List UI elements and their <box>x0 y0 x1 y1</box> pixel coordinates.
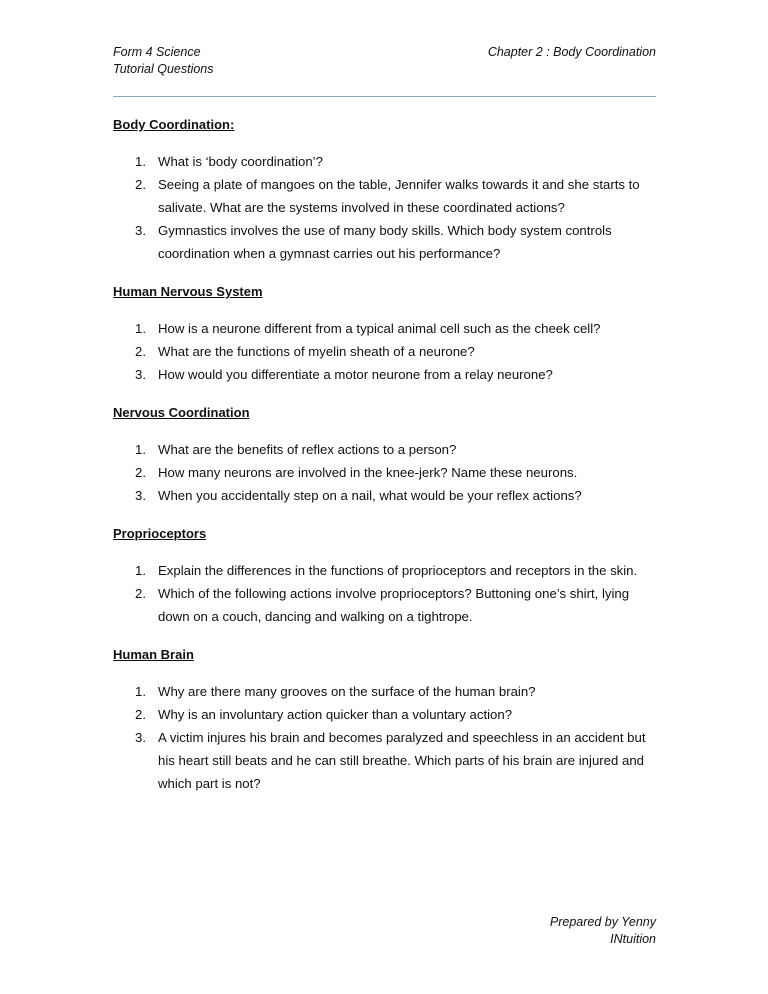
question-item <box>113 340 656 363</box>
header-doc-type: Tutorial Questions <box>113 62 214 76</box>
question-list <box>113 559 656 628</box>
question-number: 2. <box>135 707 146 722</box>
question-text: What is ‘body coordination’? <box>158 154 323 169</box>
question-text: A victim injures his brain and becomes paralyzed and speechless in an accident but his heart still beats and he can still breathe. Which parts of his brain are injured and which part is not? <box>158 730 646 791</box>
section-human-brain <box>113 646 656 795</box>
question-item <box>113 582 656 628</box>
question-item <box>113 438 656 461</box>
section-title: Human Brain <box>113 647 194 662</box>
question-number: 1. <box>135 563 146 578</box>
page-header <box>113 44 656 80</box>
question-item <box>113 150 656 173</box>
question-list <box>113 317 656 386</box>
question-text: Why is an involuntary action quicker than a voluntary action? <box>158 707 513 722</box>
question-item <box>113 363 656 386</box>
header-divider <box>113 96 656 97</box>
question-number: 3. <box>135 367 146 382</box>
page-footer <box>550 914 656 948</box>
question-item <box>113 726 656 795</box>
question-text: What are the benefits of reflex actions to a person? <box>158 442 457 457</box>
question-number: 1. <box>135 321 146 336</box>
question-text: How would you differentiate a motor neurone from a relay neurone? <box>158 367 553 382</box>
header-left <box>113 44 214 78</box>
question-item <box>113 484 656 507</box>
question-number: 1. <box>135 442 146 457</box>
section-proprioceptors <box>113 525 656 628</box>
question-text: How is a neurone different from a typical animal cell such as the cheek cell? <box>158 321 601 336</box>
question-text: When you accidentally step on a nail, what would be your reflex actions? <box>158 488 582 503</box>
question-item <box>113 680 656 703</box>
question-text: Why are there many grooves on the surface of the human brain? <box>158 684 536 699</box>
question-list <box>113 150 656 265</box>
document-page <box>113 44 656 954</box>
section-title: Body Coordination: <box>113 117 235 132</box>
question-text: What are the functions of myelin sheath of a neurone? <box>158 344 475 359</box>
question-list <box>113 438 656 507</box>
question-number: 2. <box>135 586 146 601</box>
header-chapter: Chapter 2 : Body Coordination <box>487 45 656 59</box>
section-human-nervous-system <box>113 283 656 386</box>
section-body-coordination <box>113 116 656 265</box>
section-title: Proprioceptors <box>113 526 207 541</box>
section-title: Human Nervous System <box>113 284 263 299</box>
question-text: How many neurons are involved in the knee-jerk? Name these neurons. <box>158 465 578 480</box>
question-item <box>113 461 656 484</box>
question-item <box>113 317 656 340</box>
question-number: 2. <box>135 465 146 480</box>
question-number: 3. <box>135 223 146 238</box>
question-list <box>113 680 656 795</box>
question-number: 1. <box>135 154 146 169</box>
question-item <box>113 219 656 265</box>
question-text: Explain the differences in the functions of proprioceptors and receptors in the skin. <box>158 563 638 578</box>
footer-organization: INtuition <box>610 932 656 946</box>
question-number: 3. <box>135 730 146 745</box>
question-number: 2. <box>135 344 146 359</box>
question-number: 3. <box>135 488 146 503</box>
question-number: 2. <box>135 177 146 192</box>
questions-content <box>113 116 656 813</box>
question-item <box>113 173 656 219</box>
section-nervous-coordination <box>113 404 656 507</box>
footer-author: Prepared by Yenny <box>549 915 656 929</box>
question-text: Seeing a plate of mangoes on the table, Jennifer walks towards it and she starts to salivate. What are the systems involved in these coordinated actions? <box>158 177 640 215</box>
question-item <box>113 559 656 582</box>
question-text: Which of the following actions involve proprioceptors? Buttoning one’s shirt, lying down on a couch, dancing and walking on a tightrope. <box>158 586 630 624</box>
header-subject: Form 4 Science <box>113 45 201 59</box>
question-text: Gymnastics involves the use of many body skills. Which body system controls coordination when a gymnast carries out his performance? <box>158 223 612 261</box>
section-title: Nervous Coordination <box>113 405 250 420</box>
question-item <box>113 703 656 726</box>
question-number: 1. <box>135 684 146 699</box>
